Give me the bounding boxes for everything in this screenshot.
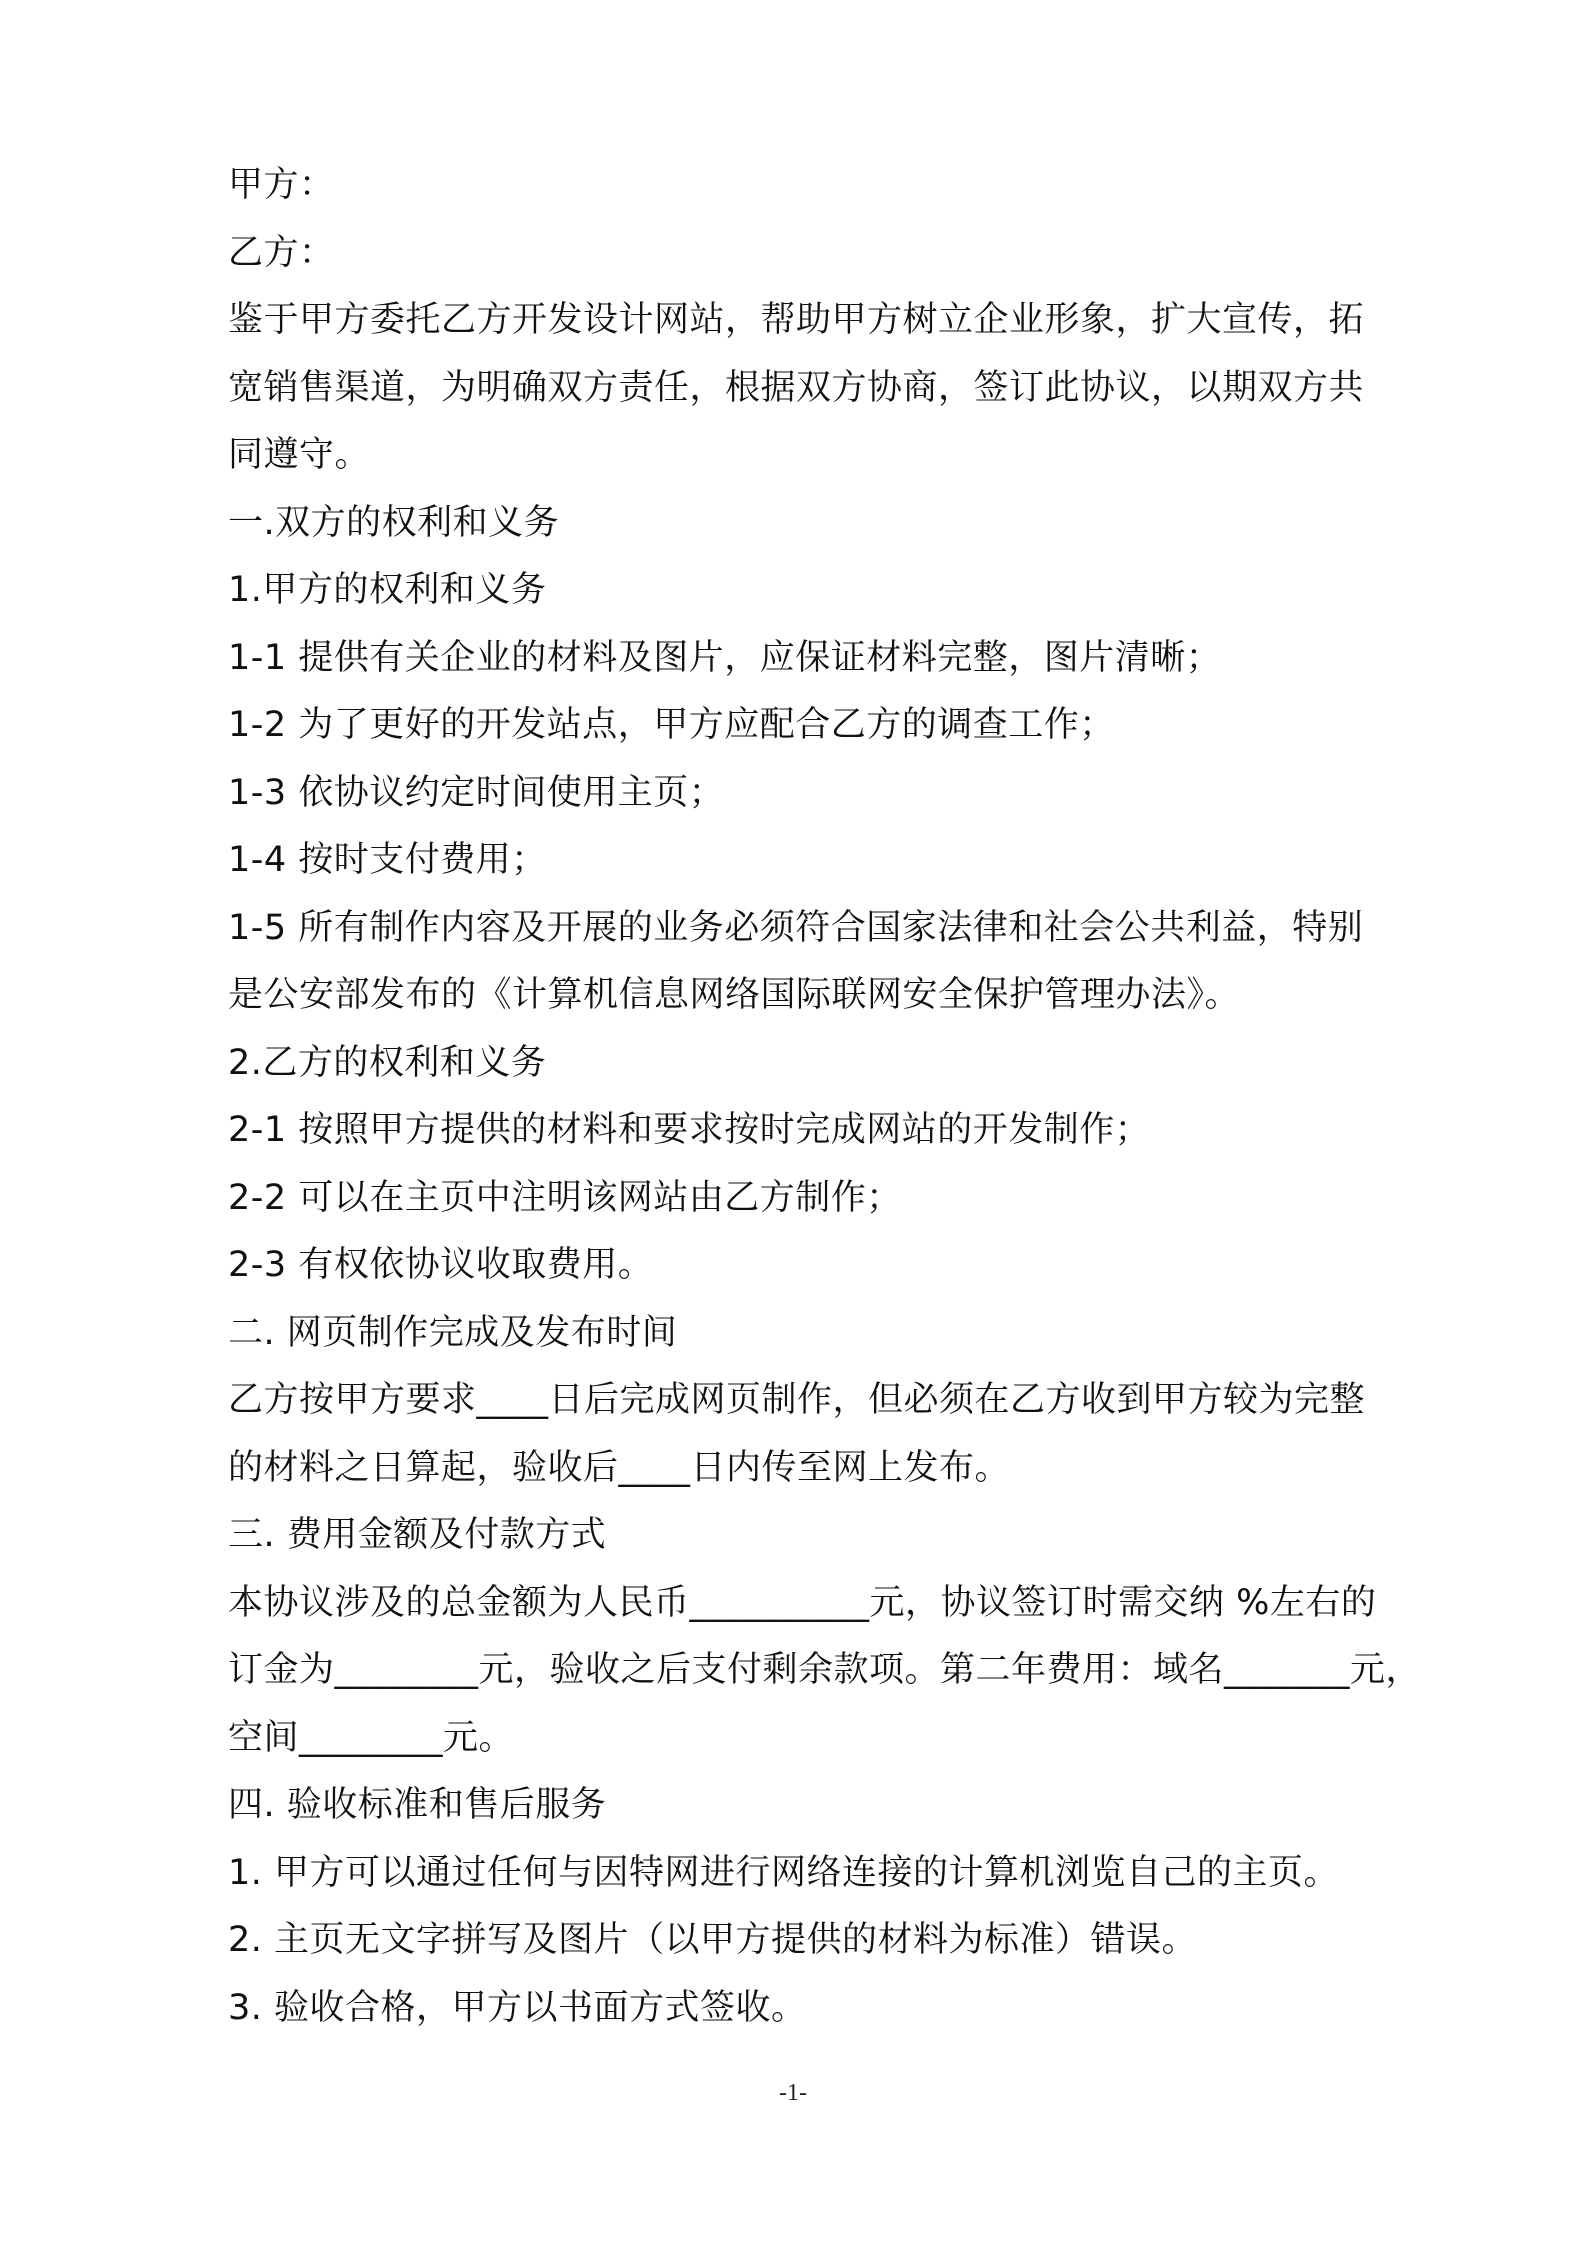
clause-1-3: 1-3 依协议约定时间使用主页； <box>228 772 725 813</box>
page-number: -1- <box>779 2080 807 2106</box>
clause-1-5-line-1: 1-5 所有制作内容及开展的业务必须符合国家法律和社会公共利益，特别 <box>228 907 1364 948</box>
preamble-line-2: 宽销售渠道，为明确双方责任，根据双方协商，签订此协议，以期双方共 <box>228 367 1365 408</box>
clause-2-3: 2-3 有权依协议收取费用。 <box>228 1245 654 1285</box>
clause-2-1: 2-1 按照甲方提供的材料和要求按时完成网站的开发制作； <box>228 1110 1151 1150</box>
section-4-heading: 四. 验收标准和售后服务 <box>228 1785 607 1825</box>
section-2-text-line-2: 的材料之日算起，验收后____日内传至网上发布。 <box>228 1447 1011 1488</box>
subsection-2-heading: 2.乙方的权利和义务 <box>228 1042 547 1083</box>
document-body <box>228 152 1438 2042</box>
subsection-1-heading: 1.甲方的权利和义务 <box>228 570 547 610</box>
clause-2-2: 2-2 可以在主页中注明该网站由乙方制作； <box>228 1177 902 1218</box>
party-b-label: 乙方： <box>228 232 335 273</box>
clause-1-2: 1-2 为了更好的开发站点，甲方应配合乙方的调查工作； <box>228 705 1115 745</box>
section-2-text-line-1: 乙方按甲方要求____日后完成网页制作，但必须在乙方收到甲方较为完整 <box>228 1380 1366 1420</box>
section-4-item-1: 1. 甲方可以通过任何与因特网进行网络连接的计算机浏览自己的主页。 <box>228 1852 1340 1893</box>
section-3-text-line-1: 本协议涉及的总金额为人民币__________元，协议签订时需交纳 %左右的 <box>228 1582 1377 1623</box>
preamble-line-1: 鉴于甲方委托乙方开发设计网站，帮助甲方树立企业形象，扩大宣传，拓 <box>228 300 1365 340</box>
section-4-item-2: 2. 主页无文字拼写及图片（以甲方提供的材料为标准）错误。 <box>228 1920 1198 1960</box>
section-3-text-line-3: 空间________元。 <box>228 1717 515 1758</box>
preamble-line-3: 同遵守。 <box>228 435 371 475</box>
clause-1-5-line-2: 是公安部发布的《计算机信息网络国际联网安全保护管理办法》。 <box>228 975 1241 1015</box>
clause-1-1: 1-1 提供有关企业的材料及图片，应保证材料完整，图片清晰； <box>228 637 1222 678</box>
section-3-text-line-2: 订金为________元，验收之后支付剩余款项。第二年费用：域名_______元， <box>228 1650 1422 1690</box>
clause-1-4: 1-4 按时支付费用； <box>228 840 547 880</box>
section-4-item-3: 3. 验收合格，甲方以书面方式签收。 <box>228 1987 807 2028</box>
section-2-heading: 二. 网页制作完成及发布时间 <box>228 1312 678 1353</box>
section-1-heading: 一.双方的权利和义务 <box>228 502 560 543</box>
section-3-heading: 三. 费用金额及付款方式 <box>228 1515 607 1555</box>
party-a-label: 甲方： <box>228 165 335 205</box>
